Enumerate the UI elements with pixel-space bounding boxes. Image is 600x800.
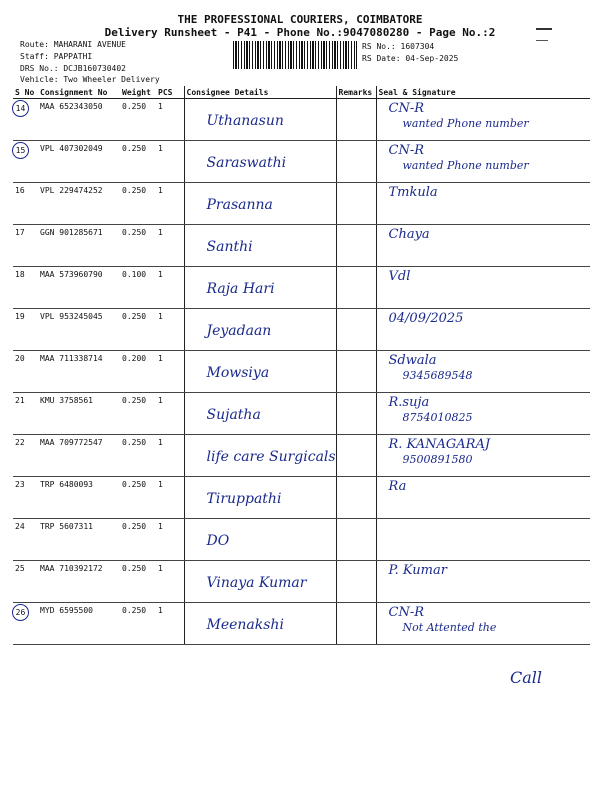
cell-weight: 0.250 bbox=[120, 561, 156, 603]
table-row bbox=[13, 99, 590, 141]
table-header bbox=[13, 86, 590, 99]
table-row bbox=[13, 141, 590, 183]
cell-consignee bbox=[184, 393, 336, 435]
cell-pcs: 1 bbox=[156, 309, 184, 351]
cell-weight: 0.100 bbox=[120, 267, 156, 309]
vehicle-label: Vehicle: Two Wheeler Delivery bbox=[20, 75, 160, 84]
seal-line-2: 9345689548 bbox=[402, 369, 473, 382]
cell-sno bbox=[13, 183, 38, 225]
cell-consignment: KMU 3758561 bbox=[38, 393, 120, 435]
table-row bbox=[13, 435, 590, 477]
seal-line-2: Not Attented the bbox=[402, 621, 497, 634]
cell-pcs: 1 bbox=[156, 477, 184, 519]
consignee-handwriting: Vinaya Kumar bbox=[206, 575, 307, 591]
consignee-handwriting: Tiruppathi bbox=[206, 491, 282, 507]
col-consignment: Consignment No bbox=[38, 86, 120, 99]
cell-pcs: 1 bbox=[156, 99, 184, 141]
cell-consignee bbox=[184, 519, 336, 561]
cell-seal bbox=[376, 561, 590, 603]
cell-seal bbox=[376, 603, 590, 645]
serial-number: 24 bbox=[15, 522, 25, 531]
table-row bbox=[13, 309, 590, 351]
seal-line-1: P. Kumar bbox=[388, 563, 447, 578]
table-row bbox=[13, 351, 590, 393]
cell-seal bbox=[376, 141, 590, 183]
serial-number: 18 bbox=[15, 270, 25, 279]
cell-seal bbox=[376, 351, 590, 393]
cell-seal bbox=[376, 225, 590, 267]
serial-number: 26 bbox=[12, 604, 29, 621]
cell-consignment: VPL 229474252 bbox=[38, 183, 120, 225]
call-note: Call bbox=[510, 668, 543, 687]
cell-consignee bbox=[184, 351, 336, 393]
cell-pcs: 1 bbox=[156, 603, 184, 645]
cell-seal bbox=[376, 477, 590, 519]
cell-sno bbox=[13, 477, 38, 519]
cell-remarks bbox=[336, 351, 376, 393]
cell-weight: 0.250 bbox=[120, 141, 156, 183]
seal-line-1: Vdl bbox=[388, 269, 411, 284]
cell-consignment: MYD 6595500 bbox=[38, 603, 120, 645]
cell-consignee bbox=[184, 99, 336, 141]
route-label: Route: MAHARANI AVENUE bbox=[20, 40, 126, 49]
cell-remarks bbox=[336, 477, 376, 519]
table-row bbox=[13, 519, 590, 561]
cell-remarks bbox=[336, 519, 376, 561]
cell-sno bbox=[13, 603, 38, 645]
cell-remarks bbox=[336, 603, 376, 645]
serial-number: 25 bbox=[15, 564, 25, 573]
cell-consignee bbox=[184, 477, 336, 519]
cell-pcs: 1 bbox=[156, 225, 184, 267]
cell-weight: 0.250 bbox=[120, 603, 156, 645]
company-title: THE PROFESSIONAL COURIERS, COIMBATORE bbox=[177, 13, 423, 26]
cell-consignee bbox=[184, 561, 336, 603]
cell-weight: 0.250 bbox=[120, 183, 156, 225]
cell-pcs: 1 bbox=[156, 519, 184, 561]
cell-consignee bbox=[184, 603, 336, 645]
serial-number: 16 bbox=[15, 186, 25, 195]
col-sno: S No bbox=[13, 86, 38, 99]
cell-remarks bbox=[336, 225, 376, 267]
col-pcs: PCS bbox=[156, 86, 184, 99]
consignee-handwriting: Sujatha bbox=[206, 407, 261, 423]
consignee-handwriting: Saraswathi bbox=[206, 155, 287, 171]
consignee-handwriting: Prasanna bbox=[206, 197, 273, 213]
col-consignee: Consignee Details bbox=[184, 86, 336, 99]
seal-line-2: 8754010825 bbox=[402, 411, 473, 424]
drs-label: DRS No.: DCJB160730402 bbox=[20, 64, 126, 73]
seal-line-2: 9500891580 bbox=[402, 453, 473, 466]
cell-remarks bbox=[336, 267, 376, 309]
cell-remarks bbox=[336, 393, 376, 435]
consignee-handwriting: Santhi bbox=[206, 239, 253, 255]
seal-line-1: Ra bbox=[388, 479, 407, 494]
staff-label: Staff: PAPPATHI bbox=[20, 52, 93, 61]
serial-number: 14 bbox=[12, 100, 29, 117]
cell-consignment: MAA 709772547 bbox=[38, 435, 120, 477]
cell-weight: 0.250 bbox=[120, 435, 156, 477]
serial-number: 20 bbox=[15, 354, 25, 363]
seal-line-1: 04/09/2025 bbox=[388, 311, 464, 326]
serial-number: 15 bbox=[12, 142, 29, 159]
cell-sno bbox=[13, 351, 38, 393]
table-row bbox=[13, 225, 590, 267]
cell-pcs: 1 bbox=[156, 561, 184, 603]
cell-consignment: MAA 711338714 bbox=[38, 351, 120, 393]
table-row bbox=[13, 561, 590, 603]
cell-pcs: 1 bbox=[156, 351, 184, 393]
cell-pcs: 1 bbox=[156, 435, 184, 477]
cell-sno bbox=[13, 561, 38, 603]
barcode bbox=[233, 41, 357, 69]
cell-remarks bbox=[336, 183, 376, 225]
cell-consignee bbox=[184, 267, 336, 309]
serial-number: 19 bbox=[15, 312, 25, 321]
consignee-handwriting: Jeyadaan bbox=[206, 323, 272, 339]
cell-weight: 0.250 bbox=[120, 519, 156, 561]
table-row bbox=[13, 393, 590, 435]
seal-line-1: R.suja bbox=[388, 395, 430, 410]
cell-sno bbox=[13, 267, 38, 309]
cell-pcs: 1 bbox=[156, 267, 184, 309]
cell-sno bbox=[13, 309, 38, 351]
cell-weight: 0.250 bbox=[120, 393, 156, 435]
col-remarks: Remarks bbox=[336, 86, 376, 99]
seal-line-1: Chaya bbox=[388, 227, 430, 242]
cell-weight: 0.250 bbox=[120, 477, 156, 519]
cell-sno bbox=[13, 99, 38, 141]
col-seal: Seal & Signature bbox=[376, 86, 590, 99]
table-row bbox=[13, 477, 590, 519]
cell-sno bbox=[13, 519, 38, 561]
cell-consignment: MAA 652343050 bbox=[38, 99, 120, 141]
cell-pcs: 1 bbox=[156, 183, 184, 225]
cell-consignee bbox=[184, 141, 336, 183]
table-row bbox=[13, 267, 590, 309]
cell-consignment: TRP 6480093 bbox=[38, 477, 120, 519]
cell-weight: 0.250 bbox=[120, 99, 156, 141]
cell-seal bbox=[376, 267, 590, 309]
seal-line-1: R. KANAGARAJ bbox=[388, 437, 491, 452]
cell-remarks bbox=[336, 561, 376, 603]
runsheet-table bbox=[13, 86, 590, 645]
cell-consignment: GGN 901285671 bbox=[38, 225, 120, 267]
cell-weight: 0.250 bbox=[120, 225, 156, 267]
consignee-handwriting: Uthanasun bbox=[206, 113, 284, 129]
serial-number: 21 bbox=[15, 396, 25, 405]
cell-consignment: VPL 407302049 bbox=[38, 141, 120, 183]
seal-line-2: wanted Phone number bbox=[402, 159, 529, 172]
consignee-handwriting: Mowsiya bbox=[206, 365, 270, 381]
seal-line-2: wanted Phone number bbox=[402, 117, 529, 130]
cell-pcs: 1 bbox=[156, 393, 184, 435]
consignee-handwriting: DO bbox=[206, 533, 230, 549]
cell-seal bbox=[376, 435, 590, 477]
cell-weight: 0.200 bbox=[120, 351, 156, 393]
seal-line-1: Tmkula bbox=[388, 185, 438, 200]
rs-date: RS Date: 04-Sep-2025 bbox=[362, 54, 459, 63]
cell-sno bbox=[13, 435, 38, 477]
consignee-handwriting: Raja Hari bbox=[206, 281, 275, 297]
cell-consignee bbox=[184, 183, 336, 225]
seal-line-1: CN-R bbox=[388, 101, 425, 116]
seal-line-1: CN-R bbox=[388, 143, 425, 158]
runsheet-subtitle: Delivery Runsheet - P41 - Phone No.:9047080280 - Page No.:2 bbox=[104, 26, 496, 39]
pen-mark bbox=[536, 40, 548, 41]
cell-pcs: 1 bbox=[156, 141, 184, 183]
cell-consignment: VPL 953245045 bbox=[38, 309, 120, 351]
cell-seal bbox=[376, 519, 590, 561]
seal-line-1: Sdwala bbox=[388, 353, 437, 368]
cell-consignment: MAA 573960790 bbox=[38, 267, 120, 309]
serial-number: 17 bbox=[15, 228, 25, 237]
cell-seal bbox=[376, 309, 590, 351]
cell-sno bbox=[13, 393, 38, 435]
cell-sno bbox=[13, 141, 38, 183]
rs-number: RS No.: 1607304 bbox=[362, 42, 435, 51]
col-weight: Weight bbox=[120, 86, 156, 99]
consignee-handwriting: life care Surgicals bbox=[206, 449, 336, 465]
cell-sno bbox=[13, 225, 38, 267]
cell-remarks bbox=[336, 141, 376, 183]
cell-seal bbox=[376, 393, 590, 435]
table-row bbox=[13, 603, 590, 645]
cell-remarks bbox=[336, 309, 376, 351]
cell-remarks bbox=[336, 435, 376, 477]
cell-consignee bbox=[184, 309, 336, 351]
cell-consignee bbox=[184, 225, 336, 267]
cell-seal bbox=[376, 183, 590, 225]
cell-consignment: TRP 5607311 bbox=[38, 519, 120, 561]
cell-consignee bbox=[184, 435, 336, 477]
table-row bbox=[13, 183, 590, 225]
cell-seal bbox=[376, 99, 590, 141]
cell-consignment: MAA 710392172 bbox=[38, 561, 120, 603]
seal-line-1: CN-R bbox=[388, 605, 425, 620]
consignee-handwriting: Meenakshi bbox=[206, 617, 284, 633]
cell-remarks bbox=[336, 99, 376, 141]
pen-mark bbox=[536, 28, 552, 30]
serial-number: 23 bbox=[15, 480, 25, 489]
cell-weight: 0.250 bbox=[120, 309, 156, 351]
serial-number: 22 bbox=[15, 438, 25, 447]
